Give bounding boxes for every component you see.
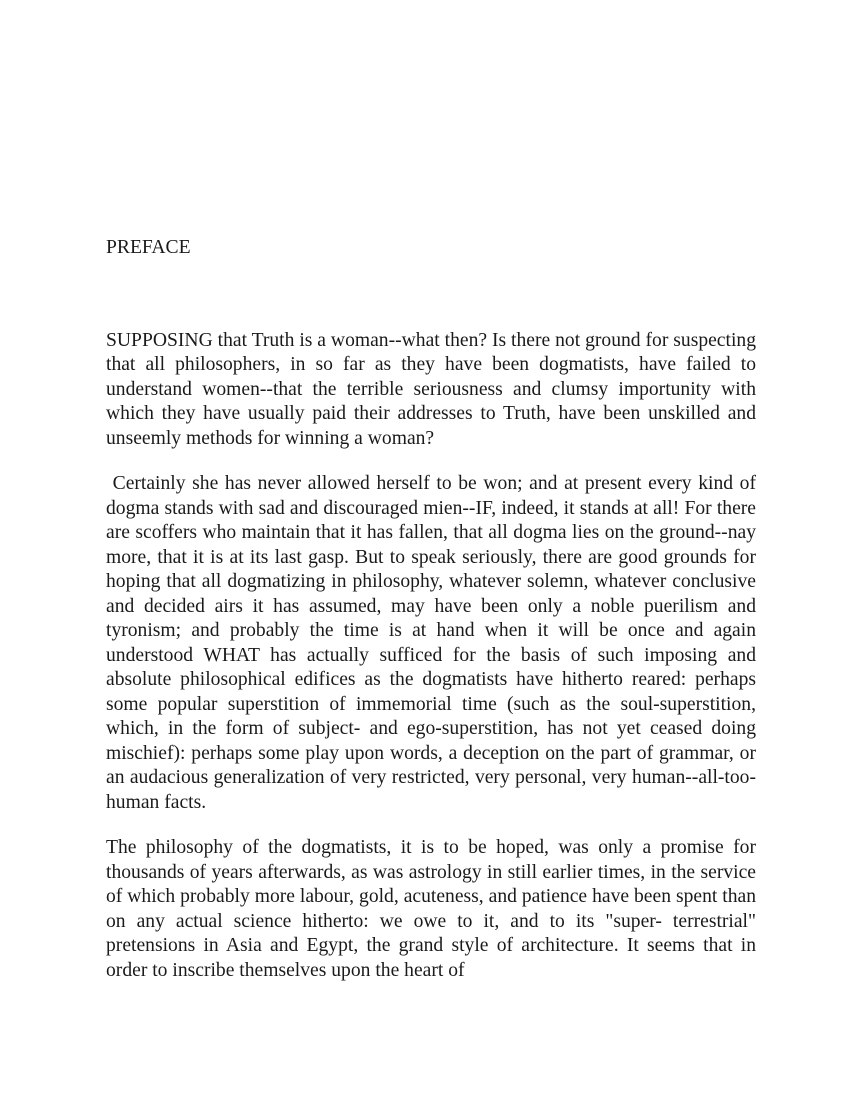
paragraph-3: The philosophy of the dogmatists, it is to be hoped, was only a promise for thousands of years afterwards, as was astrology in still earlier times, in the service of which probably more labour, gold, acuteness, and patience have been spent than on any actual science hitherto: we owe to it, and to its "super- terrestrial" pretensions in Asia and Egypt, the grand style of architecture. It seems that in order to inscribe themselves upon the heart of <box>106 837 756 981</box>
page-heading: PREFACE <box>106 237 191 258</box>
paragraph-1: SUPPOSING that Truth is a woman--what then? Is there not ground for suspecting that all philosophers, in so far as they have been dogmatists, have failed to understand women--that the terrible seriousness and clumsy importunity with which they have usually paid their addresses to Truth, have been unskilled and unseemly methods for winning a woman? <box>106 329 756 449</box>
text-body <box>106 236 756 983</box>
paragraph-2: Certainly she has never allowed herself to be won; and at present every kind of dogma stands with sad and discouraged mien--IF, indeed, it stands at all! For there are scoffers who maintain that it has fallen, that all dogma lies on the ground--nay more, that it is at its last gasp. But to speak seriously, there are good grounds for hoping that all dogmatizing in philosophy, whatever solemn, whatever conclusive and decided airs it has assumed, may have been only a noble puerilism and tyronism; and probably the time is at hand when it will be once and again understood WHAT has actually sufficed for the basis of such imposing and absolute philosophical edifices as the dogmatists have hitherto reared: perhaps some popular superstition of immemorial time (such as the soul-superstition, which, in the form of subject- and ego-superstition, has not yet ceased doing mischief): perhaps some play upon words, a deception on the part of grammar, or an audacious generalization of very restricted, very personal, very human--all-too-human facts. <box>106 473 756 813</box>
